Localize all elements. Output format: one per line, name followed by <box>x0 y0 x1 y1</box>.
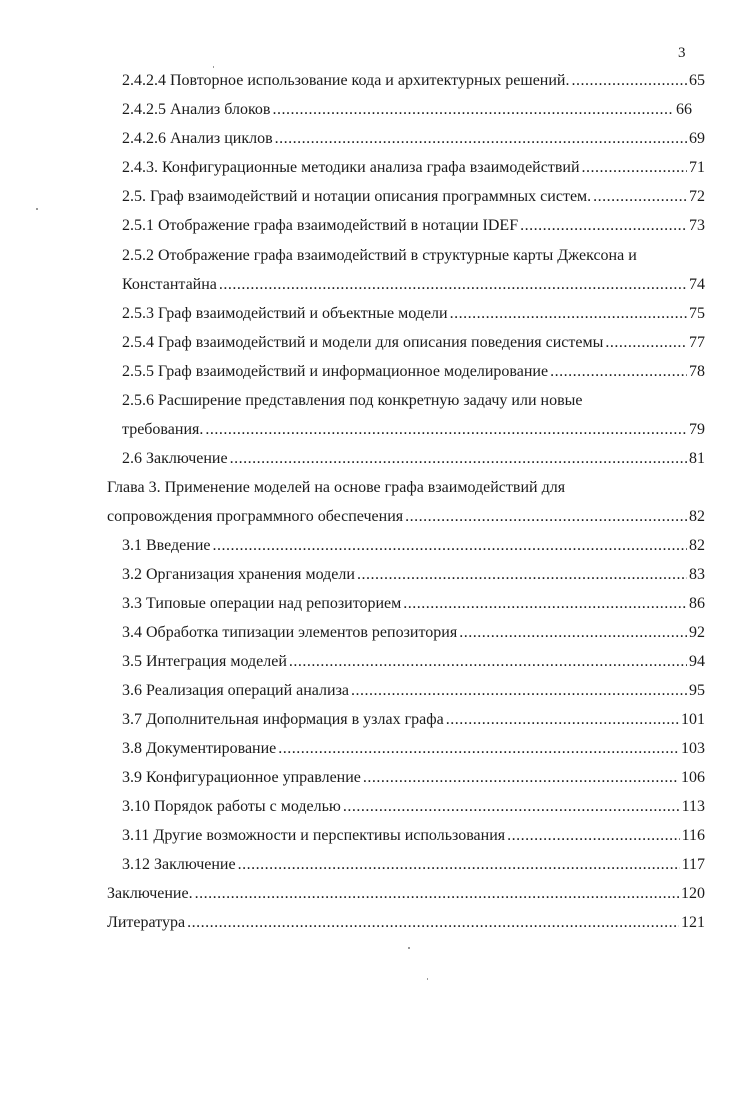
toc-entry-title: 3.6 Реализация операций анализа <box>122 682 350 699</box>
toc-entry <box>122 535 705 557</box>
toc-entry-title: 3.5 Интеграция моделей <box>122 653 287 670</box>
scan-speck <box>36 208 38 210</box>
toc-entry-page: 103 <box>681 740 705 757</box>
toc-leader-dots <box>446 709 679 731</box>
scan-speck <box>408 947 410 949</box>
toc-leader-dots <box>213 535 688 557</box>
toc-leader-dots <box>450 303 687 325</box>
toc-entry-page: 77 <box>689 334 705 351</box>
toc-entry-page: 82 <box>689 508 705 525</box>
toc-entry-title: сопровождения программного обеспечения <box>107 508 404 525</box>
toc-entry <box>122 128 705 150</box>
toc-entry-title: 2.5.6 Расширение представления под конкретную задачу или новые <box>122 392 583 409</box>
toc-leader-dots <box>459 622 687 644</box>
toc-entry <box>122 245 705 267</box>
toc-leader-dots <box>405 506 687 528</box>
toc-entry-page: 66 <box>676 101 692 118</box>
toc-entry-page: 83 <box>689 566 705 583</box>
toc-entry-page: 117 <box>681 856 705 873</box>
toc-entry <box>107 883 705 905</box>
toc-leader-dots <box>582 157 687 179</box>
toc-entry <box>122 390 705 412</box>
toc-entry-title: Литература <box>107 914 186 931</box>
toc-entry <box>122 99 692 121</box>
toc-leader-dots <box>520 215 687 237</box>
toc-entry-title: 2.5.5 Граф взаимодействий и информационное моделирование <box>122 363 549 380</box>
toc-entry <box>122 709 705 731</box>
toc-leader-dots <box>351 680 687 702</box>
toc-entry-title: Заключение. <box>107 885 193 902</box>
toc-entry-page: 101 <box>681 711 705 728</box>
toc-entry-title: 2.5.1 Отображение графа взаимодействий в нотации IDEF <box>122 217 519 234</box>
toc-leader-dots <box>571 70 687 92</box>
toc-entry-page: 79 <box>689 421 705 438</box>
toc-entry-page: 81 <box>689 450 705 467</box>
toc-leader-dots <box>363 767 679 789</box>
toc-entry-title: 2.4.3. Конфигурационные методики анализа графа взаимодействий <box>122 159 580 176</box>
toc-entry <box>122 854 705 876</box>
toc-entry <box>122 332 705 354</box>
toc-leader-dots <box>187 912 679 934</box>
toc-entry-page: 78 <box>689 363 705 380</box>
toc-leader-dots <box>507 825 679 847</box>
toc-entry <box>122 448 705 470</box>
scan-speck <box>213 66 214 68</box>
toc-entry-page: 69 <box>689 130 705 147</box>
toc-entry-title: 2.5.2 Отображение графа взаимодействий в структурные карты Джексона и <box>122 247 637 264</box>
toc-entry <box>122 186 705 208</box>
toc-entry <box>122 796 705 818</box>
toc-entry-title: 3.4 Обработка типизации элементов репозитория <box>122 624 458 641</box>
toc-entry <box>122 622 705 644</box>
toc-leader-dots <box>550 361 687 383</box>
toc-entry-title: 2.4.2.6 Анализ циклов <box>122 130 273 147</box>
toc-entry <box>122 738 705 760</box>
toc-entry-title: 2.5.3 Граф взаимодействий и объектные модели <box>122 305 448 322</box>
toc-entry-title: 3.10 Порядок работы с моделью <box>122 798 341 815</box>
toc-entry <box>122 70 705 92</box>
toc-entry <box>122 564 705 586</box>
toc-leader-dots <box>403 593 687 615</box>
toc-entry-page: 95 <box>689 682 705 699</box>
toc-entry-page: 72 <box>689 188 705 205</box>
toc-leader-dots <box>605 332 687 354</box>
toc-entry-page: 75 <box>689 305 705 322</box>
toc-entry-title: 3.8 Документирование <box>122 740 277 757</box>
toc-leader-dots <box>357 564 687 586</box>
toc-leader-dots <box>219 274 687 296</box>
scan-speck <box>427 978 428 980</box>
toc-leader-dots <box>289 651 687 673</box>
toc-entry <box>122 157 705 179</box>
toc-entry-title: 3.1 Введение <box>122 537 211 554</box>
page-number: 3 <box>678 45 686 61</box>
toc-entry-page: 71 <box>689 159 705 176</box>
toc-leader-dots <box>343 796 680 818</box>
toc-entry-title: Константайна <box>122 276 217 293</box>
toc-entry-title: 3.3 Типовые операции над репозиторием <box>122 595 402 612</box>
toc-entry <box>107 506 705 528</box>
toc-entry-page: 113 <box>681 798 705 815</box>
toc-leader-dots <box>205 419 687 441</box>
toc-entry-page: 94 <box>689 653 705 670</box>
toc-entry-page: 116 <box>681 827 705 844</box>
toc-entry-title: требования. <box>122 421 204 438</box>
toc-leader-dots <box>272 99 674 121</box>
toc-entry <box>122 361 705 383</box>
toc-entry-page: 86 <box>689 595 705 612</box>
toc-leader-dots <box>230 448 687 470</box>
toc-entry-title: Глава 3. Применение моделей на основе графа взаимодействий для <box>107 479 566 496</box>
toc-entry-page: 65 <box>689 72 705 89</box>
toc-leader-dots <box>278 738 679 760</box>
toc-entry-title: 2.4.2.4 Повторное использование кода и архитектурных решений. <box>122 72 570 89</box>
toc-entry-page: 82 <box>689 537 705 554</box>
toc-leader-dots <box>593 186 687 208</box>
toc-entry <box>122 651 705 673</box>
toc-entry-title: 2.4.2.5 Анализ блоков <box>122 101 271 118</box>
toc-entry-title: 2.5.4 Граф взаимодействий и модели для описания поведения системы <box>122 334 604 351</box>
toc-entry-page: 120 <box>681 885 705 902</box>
toc-leader-dots <box>275 128 687 150</box>
toc-entry <box>122 303 705 325</box>
toc-entry <box>122 680 705 702</box>
toc-entry-title: 3.11 Другие возможности и перспективы использования <box>122 827 506 844</box>
toc-entry-page: 121 <box>681 914 705 931</box>
toc-entry-title: 2.6 Заключение <box>122 450 228 467</box>
toc-entry-title: 3.2 Организация хранения модели <box>122 566 355 583</box>
toc-entry-page: 106 <box>681 769 705 786</box>
toc-entry <box>122 274 705 296</box>
toc-entry-title: 3.9 Конфигурационное управление <box>122 769 361 786</box>
toc-entry <box>122 593 705 615</box>
toc-entry <box>122 767 705 789</box>
toc-entry-title: 3.7 Дополнительная информация в узлах графа <box>122 711 444 728</box>
toc-leader-dots <box>238 854 680 876</box>
toc-entry <box>122 215 705 237</box>
toc-entry-page: 74 <box>689 276 705 293</box>
toc-entry-page: 92 <box>689 624 705 641</box>
toc-entry-title: 2.5. Граф взаимодействий и нотации описания программных систем. <box>122 188 592 205</box>
toc-entry <box>122 825 705 847</box>
toc-entry <box>122 419 705 441</box>
toc-entry <box>107 477 705 499</box>
toc-entry <box>107 912 705 934</box>
toc-entry-title: 3.12 Заключение <box>122 856 236 873</box>
toc-entry-page: 73 <box>689 217 705 234</box>
toc-leader-dots <box>195 883 679 905</box>
